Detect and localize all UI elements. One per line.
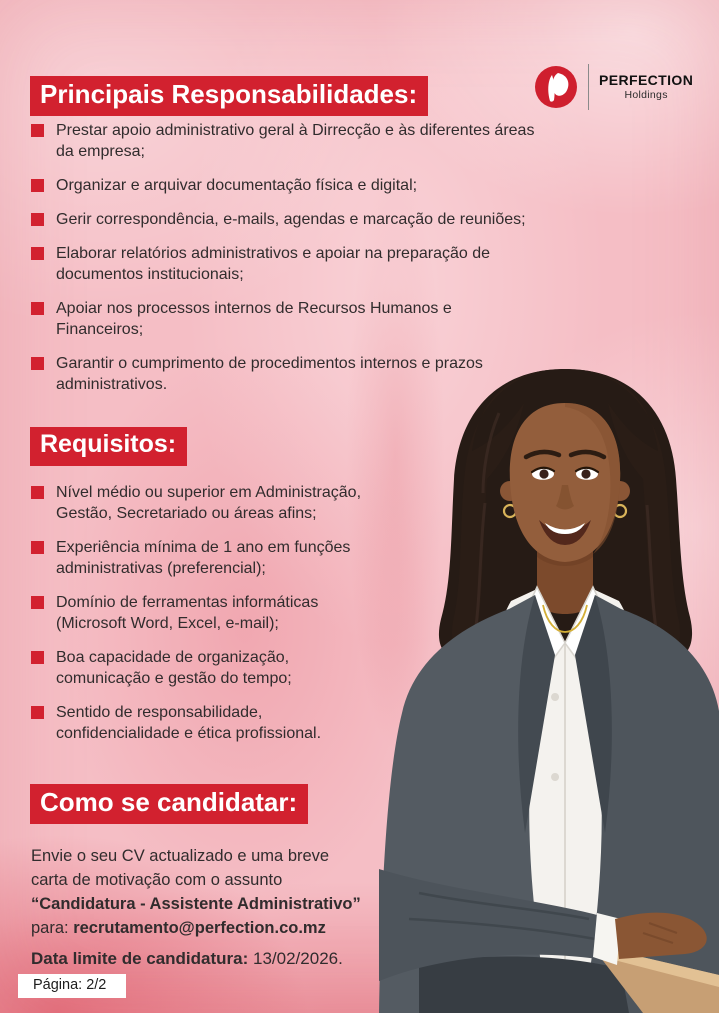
apply-instructions (31, 844, 363, 940)
list-item-text: Sentido de responsabilidade, confidencialidade e ética profissional. (56, 704, 322, 742)
brand-division: Holdings (624, 88, 668, 101)
bullet-square-icon (31, 302, 44, 315)
list-item-text: Gerir correspondência, e-mails, agendas e marcação de reuniões; (56, 211, 526, 228)
list-item-text: Elaborar relatórios administrativos e apoiar na preparação de documentos institucionais; (56, 245, 491, 283)
bullet-square-icon (31, 213, 44, 226)
bullet-square-icon (31, 596, 44, 609)
requirements-heading: Requisitos: (30, 427, 187, 466)
logo-text (599, 73, 693, 101)
list-item-text: Apoiar nos processos internos de Recursos Humanos e Financeiros; (56, 300, 452, 338)
list-item (31, 647, 391, 689)
list-item (31, 120, 541, 162)
list-item (31, 209, 541, 230)
apply-subject: “Candidatura - Assistente Administrativo” (31, 895, 361, 913)
deadline-label: Data limite de candidatura: (31, 949, 249, 968)
list-item-text: Experiência mínima de 1 ano em funções administrativas (preferencial); (56, 539, 351, 577)
requirements-list (31, 482, 391, 757)
apply-to-label: para: (31, 919, 69, 937)
list-item (31, 592, 391, 634)
portrait-photo (359, 353, 719, 1013)
page-number-strip (18, 974, 126, 998)
list-item (31, 537, 391, 579)
bullet-square-icon (31, 486, 44, 499)
list-item (31, 243, 541, 285)
bullet-square-icon (31, 651, 44, 664)
bullet-square-icon (31, 179, 44, 192)
list-item-text: Organizar e arquivar documentação física e digital; (56, 177, 418, 194)
list-item-text: Garantir o cumprimento de procedimentos internos e prazos administrativos. (56, 355, 483, 393)
logo-divider (588, 64, 589, 110)
bullet-square-icon (31, 357, 44, 370)
responsibilities-heading: Principais Responsabilidades: (30, 76, 428, 116)
list-item-text: Domínio de ferramentas informáticas (Microsoft Word, Excel, e-mail); (56, 594, 319, 632)
list-item (31, 482, 391, 524)
perfection-p-leaf-icon (534, 65, 578, 109)
apply-intro: Envie o seu CV actualizado e uma breve carta de motivação com o assunto (31, 847, 330, 889)
bullet-square-icon (31, 706, 44, 719)
list-item-text: Boa capacidade de organização, comunicação e gestão do tempo; (56, 649, 292, 687)
brand-name: PERFECTION (599, 72, 694, 89)
apply-heading: Como se candidatar: (30, 784, 308, 824)
bullet-square-icon (31, 124, 44, 137)
list-item (31, 175, 541, 196)
deadline (31, 948, 343, 970)
deadline-value: 13/02/2026. (253, 949, 343, 968)
apply-email: recrutamento@perfection.co.mz (73, 919, 326, 937)
bullet-square-icon (31, 247, 44, 260)
bullet-square-icon (31, 541, 44, 554)
list-item-text: Prestar apoio administrativo geral à Dirrecção e às diferentes áreas da empresa; (56, 122, 535, 160)
list-item (31, 298, 541, 340)
apply-email-line (31, 916, 363, 940)
list-item (31, 702, 391, 744)
page-number: Página: 2/2 (33, 977, 107, 993)
list-item-text: Nível médio ou superior em Administração, Gestão, Secretariado ou áreas afins; (56, 484, 362, 522)
brand-logo (534, 64, 693, 110)
